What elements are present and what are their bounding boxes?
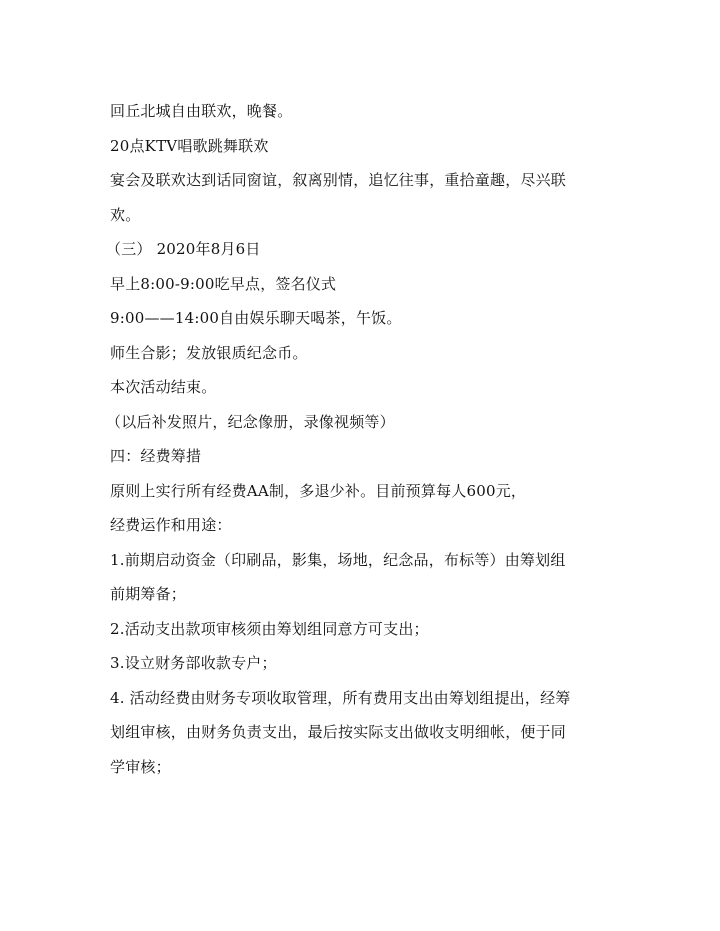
text-line: 20点KTV唱歌跳舞联欢 [110, 136, 269, 155]
list-item: 3.设立财务部收款专户； [110, 654, 277, 672]
list-item-continuation: 划组审核，由财务负责支出，最后按实际支出做收支明细帐，便于同 [110, 723, 567, 741]
section-heading: （三） 2020年8月6日 [106, 240, 261, 258]
list-item: 1.前期启动资金（印刷品，影集，场地，纪念品，布标等）由筹划组 [110, 550, 566, 569]
text-line: 师生合影；发放银质纪念币。 [110, 343, 308, 362]
text-line: 9:00——14:00自由娱乐聊天喝茶，午饭。 [110, 309, 402, 327]
list-item-continuation: 学审核； [110, 757, 171, 776]
text-line: （以后补发照片，纪念像册，录像视频等） [106, 412, 395, 431]
document-body [106, 94, 630, 784]
section-heading: 四：经费筹措 [110, 447, 202, 465]
text-line: 早上8:00-9:00吃早点，签名仪式 [110, 274, 337, 293]
text-line: 原则上实行所有经费AA制，多退少补。目前预算每人600元， [110, 481, 527, 500]
text-line: 本次活动结束。 [110, 378, 217, 396]
text-line: 欢。 [110, 205, 141, 224]
list-item: 2.活动支出款项审核须由筹划组同意方可支出； [110, 619, 429, 638]
text-line: 经费运作和用途： [110, 516, 232, 534]
text-line: 宴会及联欢达到话同窗谊，叙离别情，追忆往事，重拾童趣，尽兴联 [110, 171, 567, 189]
list-item: 4. 活动经费由财务专项收取管理，所有费用支出由筹划组提出，经筹 [110, 688, 571, 707]
list-item-continuation: 前期筹备； [110, 585, 187, 603]
text-line: 回丘北城自由联欢，晚餐。 [110, 102, 293, 120]
